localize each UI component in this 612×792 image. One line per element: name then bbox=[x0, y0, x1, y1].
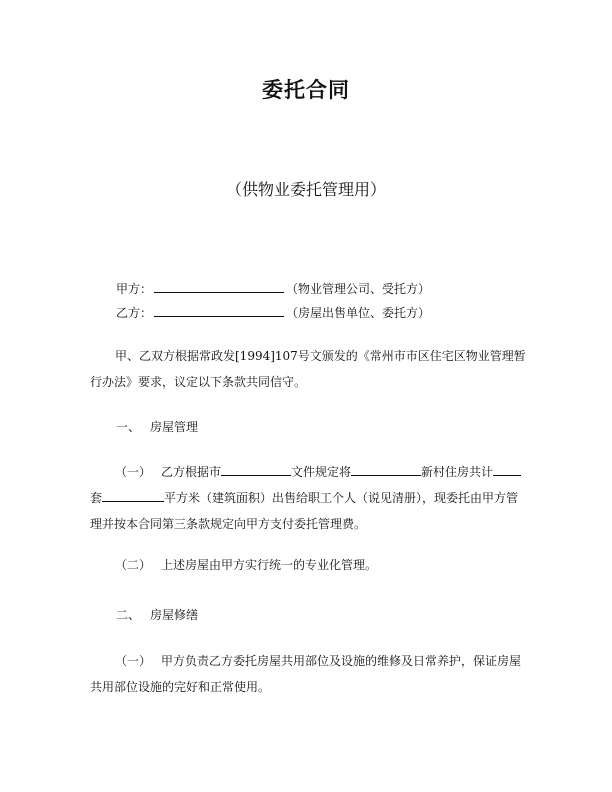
section-1-item-2-number: （二） bbox=[115, 558, 152, 572]
section-1-item-2-text: 上述房屋由甲方实行统一的专业化管理。 bbox=[161, 558, 378, 572]
section-2-title: 房屋修缮 bbox=[150, 608, 199, 622]
section-1-number: 一、 bbox=[116, 420, 141, 434]
section-1-heading bbox=[116, 418, 198, 435]
section-1-item-1-text-2: 文件规定将 bbox=[291, 465, 352, 479]
section-1-item-1-text-3: 新村住房共计 bbox=[421, 465, 494, 479]
section-1-item-1-text-5: 平方米（建筑面积）出售给职工个人（说见清册），现委托由甲方管理并按本合同第三条款规定向甲方支付委托管理费。 bbox=[90, 491, 519, 531]
party-a-label: 甲方： bbox=[116, 282, 153, 296]
party-a-line bbox=[116, 279, 430, 297]
section-1-item-1 bbox=[90, 459, 527, 537]
section-1-item-1-text-4: 套 bbox=[90, 491, 103, 505]
document-title: 委托合同 bbox=[262, 78, 350, 102]
document-subtitle: （供物业委托管理用） bbox=[225, 180, 386, 199]
section-1-item-1-text-1: 乙方根据市 bbox=[161, 465, 222, 479]
party-b-note: （房屋出售单位、委托方） bbox=[286, 306, 431, 320]
party-a-note: （物业管理公司、受托方） bbox=[286, 282, 431, 296]
section-2-item-1 bbox=[90, 648, 527, 700]
village-name-blank bbox=[351, 462, 421, 476]
city-document-blank bbox=[221, 462, 291, 476]
section-2-number: 二、 bbox=[116, 608, 141, 622]
unit-count-blank bbox=[493, 462, 521, 476]
intro-paragraph: 甲、乙双方根据常政发[1994]107号文颁发的《常州市市区住宅区物业管理暂行办法》要求，议定以下条款共同信守。 bbox=[90, 349, 526, 389]
section-2-item-1-number: （一） bbox=[115, 654, 152, 668]
party-b-label: 乙方： bbox=[116, 306, 153, 320]
section-1-item-1-number: （一） bbox=[115, 465, 152, 479]
party-a-blank bbox=[154, 279, 284, 293]
area-blank bbox=[102, 488, 164, 502]
party-b-blank bbox=[154, 303, 284, 317]
section-2-item-1-text: 甲方负责乙方委托房屋共用部位及设施的维修及日常养护，保证房屋共用部位设施的完好和正常使用。 bbox=[90, 654, 522, 694]
party-b-line bbox=[116, 303, 430, 321]
section-1-title: 房屋管理 bbox=[150, 420, 199, 434]
section-1-item-2 bbox=[90, 552, 527, 578]
section-2-heading bbox=[116, 606, 198, 623]
